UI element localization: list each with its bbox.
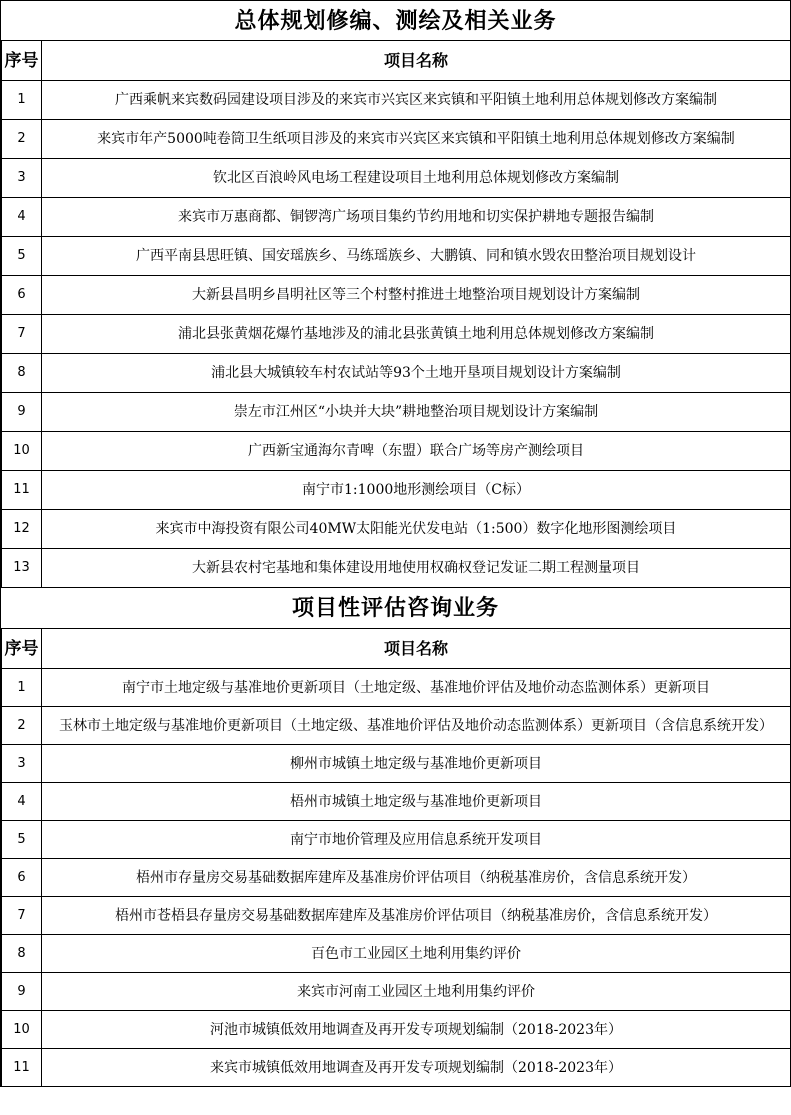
table-row [2,707,791,745]
row-number: 9 [2,393,42,432]
project-name: 崇左市江州区“小块并大块”耕地整治项目规划设计方案编制 [42,393,791,432]
row-number: 4 [2,783,42,821]
header-project-name: 项目名称 [42,629,791,669]
row-number: 3 [2,159,42,198]
row-number: 8 [2,935,42,973]
project-name: 南宁市1:1000地形测绘项目（C标） [42,471,791,510]
row-number: 7 [2,897,42,935]
project-name: 来宾市城镇低效用地调查及再开发专项规划编制（2018-2023年） [42,1049,791,1087]
project-name: 来宾市河南工业园区土地利用集约评价 [42,973,791,1011]
row-number: 6 [2,276,42,315]
table-row [2,510,791,549]
row-number: 9 [2,973,42,1011]
project-name: 来宾市年产5000吨卷筒卫生纸项目涉及的来宾市兴宾区来宾镇和平阳镇土地利用总体规划修改方案编制 [42,120,791,159]
table-row [2,897,791,935]
section-title-planning: 总体规划修编、测绘及相关业务 [1,0,791,40]
table-header-row [2,629,791,669]
row-number: 2 [2,707,42,745]
table-row [2,821,791,859]
table-row [2,81,791,120]
row-number: 11 [2,471,42,510]
row-number: 10 [2,432,42,471]
project-name: 百色市工业园区土地利用集约评价 [42,935,791,973]
table-row [2,120,791,159]
table-row [2,315,791,354]
project-name: 浦北县张黄烟花爆竹基地涉及的浦北县张黄镇土地利用总体规划修改方案编制 [42,315,791,354]
project-name: 梧州市存量房交易基础数据库建库及基准房价评估项目（纳税基准房价，含信息系统开发） [42,859,791,897]
assessment-projects-table [1,628,791,1087]
row-number: 13 [2,549,42,588]
table-row [2,393,791,432]
row-number: 2 [2,120,42,159]
table-row [2,237,791,276]
table-row [2,1011,791,1049]
table-row [2,354,791,393]
project-name: 玉林市土地定级与基准地价更新项目（土地定级、基准地价评估及地价动态监测体系）更新项目（含信息系统开发） [42,707,791,745]
project-name: 南宁市土地定级与基准地价更新项目（土地定级、基准地价评估及地价动态监测体系）更新项目 [42,669,791,707]
table-row [2,159,791,198]
project-name: 大新县农村宅基地和集体建设用地使用权确权登记发证二期工程测量项目 [42,549,791,588]
row-number: 1 [2,81,42,120]
row-number: 10 [2,1011,42,1049]
row-number: 3 [2,745,42,783]
project-name: 浦北县大城镇较车村农试站等93个土地开垦项目规划设计方案编制 [42,354,791,393]
project-name: 广西平南县思旺镇、国安瑶族乡、马练瑶族乡、大鹏镇、同和镇水毁农田整治项目规划设计 [42,237,791,276]
header-project-name: 项目名称 [42,41,791,81]
section-title-assessment: 项目性评估咨询业务 [1,588,791,628]
table-row [2,859,791,897]
row-number: 12 [2,510,42,549]
table-row [2,549,791,588]
project-name: 广西新宝通海尔青啤（东盟）联合广场等房产测绘项目 [42,432,791,471]
table-row [2,198,791,237]
project-name: 南宁市地价管理及应用信息系统开发项目 [42,821,791,859]
table-row [2,669,791,707]
project-name: 大新县昌明乡昌明社区等三个村整村推进土地整治项目规划设计方案编制 [42,276,791,315]
row-number: 11 [2,1049,42,1087]
row-number: 5 [2,821,42,859]
header-serial-number: 序号 [2,41,42,81]
project-name: 钦北区百浪岭风电场工程建设项目土地利用总体规划修改方案编制 [42,159,791,198]
project-name: 河池市城镇低效用地调查及再开发专项规划编制（2018-2023年） [42,1011,791,1049]
row-number: 8 [2,354,42,393]
table-row [2,432,791,471]
table-row [2,783,791,821]
project-name: 来宾市万惠商都、铜锣湾广场项目集约节约用地和切实保护耕地专题报告编制 [42,198,791,237]
project-name: 来宾市中海投资有限公司40MW太阳能光伏发电站（1:500）数字化地形图测绘项目 [42,510,791,549]
header-serial-number: 序号 [2,629,42,669]
table-header-row [2,41,791,81]
table-row [2,745,791,783]
table-row [2,1049,791,1087]
planning-projects-table [1,40,791,588]
row-number: 5 [2,237,42,276]
row-number: 6 [2,859,42,897]
project-name: 梧州市城镇土地定级与基准地价更新项目 [42,783,791,821]
project-name: 广西乘帆来宾数码园建设项目涉及的来宾市兴宾区来宾镇和平阳镇土地利用总体规划修改方案编制 [42,81,791,120]
table-row [2,276,791,315]
table-row [2,935,791,973]
row-number: 7 [2,315,42,354]
project-name: 柳州市城镇土地定级与基准地价更新项目 [42,745,791,783]
row-number: 1 [2,669,42,707]
table-row [2,973,791,1011]
row-number: 4 [2,198,42,237]
project-name: 梧州市苍梧县存量房交易基础数据库建库及基准房价评估项目（纳税基准房价，含信息系统开发） [42,897,791,935]
table-row [2,471,791,510]
